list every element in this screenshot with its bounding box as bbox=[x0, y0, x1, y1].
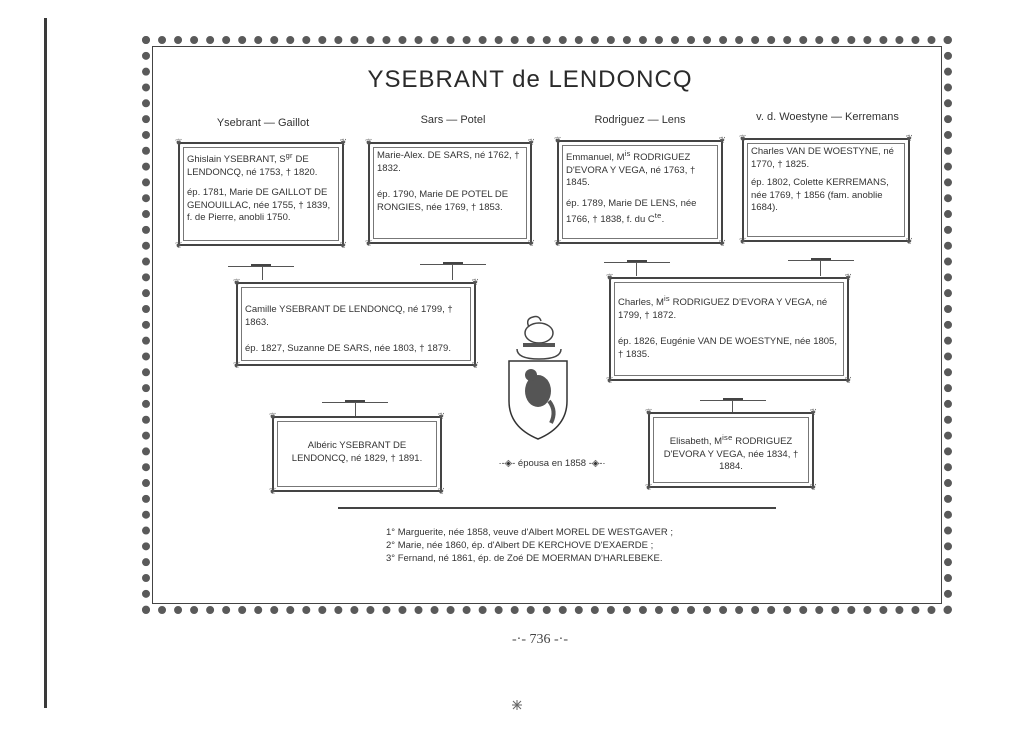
corner-ornament-icon: ❦ bbox=[606, 272, 614, 282]
corner-ornament-icon: ❦ bbox=[905, 133, 913, 143]
child-entry: 2° Marie, née 1860, ép. d'Albert DE KERCHOVE D'EXAERDE ; bbox=[386, 540, 654, 551]
page-number: -·- 736 -·- bbox=[512, 632, 568, 647]
children-divider bbox=[338, 507, 776, 509]
corner-ornament-icon: ❦ bbox=[739, 236, 747, 246]
connector-ornament bbox=[228, 266, 294, 267]
column-heading-rodriguez-lens: Rodriguez — Lens bbox=[594, 114, 686, 126]
corner-ornament-icon: ❦ bbox=[718, 135, 726, 145]
marriage-text: épousa en 1858 bbox=[517, 458, 587, 469]
marriage-ornament-icon: ·-◈- bbox=[498, 458, 516, 469]
corner-ornament-icon: ❦ bbox=[527, 238, 535, 248]
corner-ornament-icon: ❦ bbox=[233, 277, 241, 287]
person-marriage-text: ép. 1827, Suzanne DE SARS, née 1803, † 1879. bbox=[245, 343, 451, 354]
corner-ornament-icon: ❦ bbox=[554, 238, 562, 248]
person-box-charles-rodriguez bbox=[606, 272, 852, 385]
corner-ornament-icon: ❦ bbox=[645, 482, 653, 492]
connector-line bbox=[820, 260, 821, 276]
person-box-emmanuel-rodriguez bbox=[554, 135, 726, 248]
person-box-charles-van-de-woestyne bbox=[739, 133, 913, 246]
page-binding-edge bbox=[44, 18, 47, 708]
person-box-camille-ysebrant bbox=[233, 277, 479, 370]
connector-line bbox=[452, 264, 453, 280]
corner-ornament-icon: ❦ bbox=[606, 375, 614, 385]
connector-line bbox=[262, 266, 263, 280]
corner-ornament-icon: ❦ bbox=[718, 238, 726, 248]
person-birth-text: Emmanuel, $M^{is}$ RODRIGUEZ D'EVORA Y VEGA, né 1763, † 1845. bbox=[566, 149, 696, 189]
corner-ornament-icon: ❦ bbox=[645, 407, 653, 417]
person-marriage-text: ép. 1826, Eugénie VAN DE WOESTYNE, née 1805, † 1835. bbox=[618, 336, 837, 360]
connector-ornament bbox=[700, 400, 766, 401]
person-box-alberic-ysebrant bbox=[269, 411, 445, 496]
person-birth-text: Charles VAN DE WOESTYNE, né 1770, † 1825. bbox=[751, 146, 894, 170]
corner-ornament-icon: ❦ bbox=[809, 482, 817, 492]
corner-ornament-icon: ❦ bbox=[554, 135, 562, 145]
dash-ornament-icon: -·- bbox=[512, 632, 530, 647]
corner-ornament-icon: ❦ bbox=[844, 272, 852, 282]
person-marriage-text: ép. 1790, Marie DE POTEL DE RONGIES, née 1769, † 1853. bbox=[377, 189, 509, 213]
corner-ornament-icon: ❦ bbox=[365, 137, 373, 147]
corner-ornament-icon: ❦ bbox=[175, 137, 183, 147]
person-marriage-text: ép. 1802, Colette KERREMANS, née 1769, † 1856 (fam. anoblie 1684). bbox=[751, 177, 889, 213]
corner-ornament-icon: ❦ bbox=[269, 411, 277, 421]
connector-line bbox=[636, 262, 637, 276]
person-birth-text: Ghislain YSEBRANT, $S^{gr}$ DE LENDONCQ, né 1753, † 1820. bbox=[187, 151, 318, 178]
corner-ornament-icon: ❦ bbox=[809, 407, 817, 417]
children-list bbox=[386, 526, 746, 565]
dash-ornament-icon: -·- bbox=[550, 632, 568, 647]
connector-ornament bbox=[420, 264, 486, 265]
person-box-elisabeth-rodriguez bbox=[645, 407, 817, 492]
corner-ornament-icon: ❦ bbox=[365, 238, 373, 248]
column-heading-ysebrant-gaillot: Ysebrant — Gaillot bbox=[216, 117, 310, 129]
connector-line bbox=[732, 400, 733, 412]
corner-ornament-icon: ❦ bbox=[739, 133, 747, 143]
person-box-ghislain-ysebrant bbox=[175, 137, 347, 250]
corner-ornament-icon: ❦ bbox=[905, 236, 913, 246]
person-birth-text: Camille YSEBRANT DE LENDONCQ, né 1799, † 1863. bbox=[245, 304, 453, 328]
beaver-crest-icon bbox=[503, 305, 573, 445]
column-heading-woestyne-kerremans: v. d. Woestyne — Kerremans bbox=[756, 111, 899, 123]
corner-ornament-icon: ❦ bbox=[527, 137, 535, 147]
corner-ornament-icon: ❦ bbox=[437, 411, 445, 421]
connector-line bbox=[355, 402, 356, 416]
marriage-ornament-icon: -◈-· bbox=[588, 458, 606, 469]
corner-ornament-icon: ❦ bbox=[844, 375, 852, 385]
column-heading-sars-potel: Sars — Potel bbox=[420, 114, 486, 126]
page-title: YSEBRANT de LENDONCQ bbox=[367, 66, 693, 93]
corner-ornament-icon: ❦ bbox=[233, 360, 241, 370]
person-marriage-text: ép. 1781, Marie DE GAILLOT DE GENOUILLAC, née 1755, † 1839, f. de Pierre, anobli 1750. bbox=[187, 187, 331, 224]
person-birth-text: Elisabeth, $M^{ise}$ RODRIGUEZ D'EVORA Y VEGA, née 1834, † 1884. bbox=[663, 433, 799, 473]
person-birth-text: Albéric YSEBRANT DE LENDONCQ, né 1829, † 1891. bbox=[291, 440, 423, 464]
connector-ornament bbox=[604, 262, 670, 263]
child-entry: 3° Fernand, né 1861, ép. de Zoé DE MOERMAN D'HARLEBEKE. bbox=[386, 553, 663, 564]
child-entry: 1° Marguerite, née 1858, veuve d'Albert MOREL DE WESTGAVER ; bbox=[386, 527, 674, 538]
corner-ornament-icon: ❦ bbox=[339, 137, 347, 147]
person-birth-text: Marie-Alex. DE SARS, né 1762, † 1832. bbox=[377, 150, 520, 174]
corner-ornament-icon: ❦ bbox=[175, 240, 183, 250]
corner-ornament-icon: ❦ bbox=[339, 240, 347, 250]
corner-ornament-icon: ❦ bbox=[269, 486, 277, 496]
person-birth-text: Charles, $M^{is}$ RODRIGUEZ D'EVORA Y VEGA, né 1799, † 1872. bbox=[618, 294, 828, 321]
marriage-link-label bbox=[482, 458, 622, 469]
corner-ornament-icon: ❦ bbox=[471, 360, 479, 370]
corner-ornament-icon: ❦ bbox=[471, 277, 479, 287]
paper-speck-icon bbox=[512, 700, 522, 710]
person-box-marie-alex-de-sars bbox=[365, 137, 535, 248]
corner-ornament-icon: ❦ bbox=[437, 486, 445, 496]
person-marriage-text: ép. 1789, Marie DE LENS, née 1766, † 1838, f. du $C^{te}$. bbox=[566, 197, 697, 226]
connector-ornament bbox=[788, 260, 854, 261]
